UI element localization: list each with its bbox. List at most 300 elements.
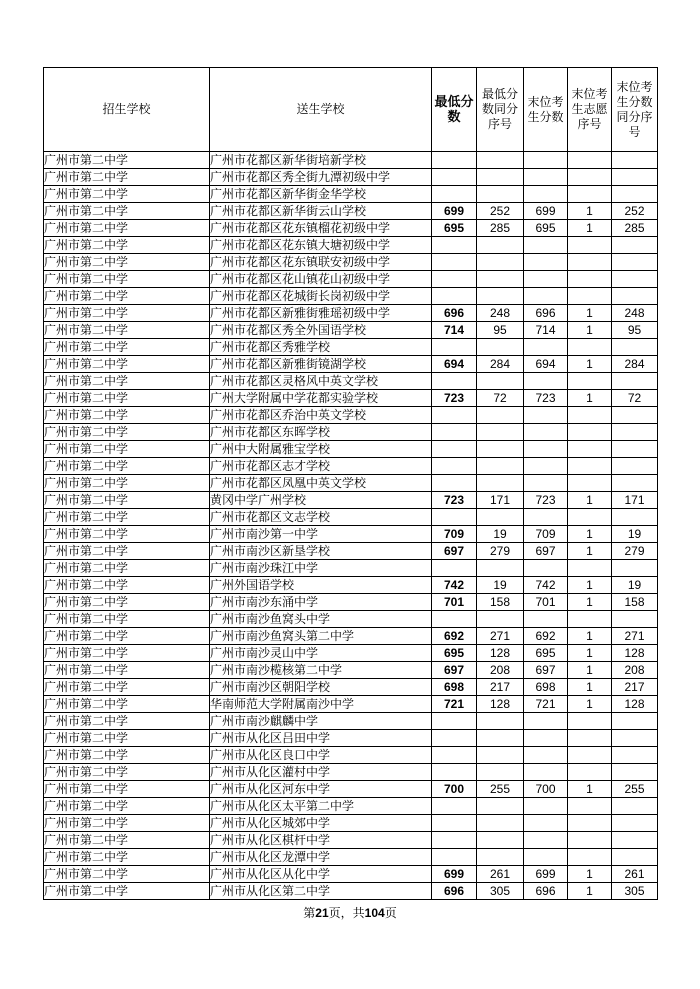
- cell-sender: 广州市南沙麒麟中学: [210, 713, 432, 730]
- cell-min-rank: [477, 288, 524, 305]
- cell-school: 广州市第二中学: [44, 356, 210, 373]
- cell-min-score: [432, 339, 477, 356]
- cell-school: 广州市第二中学: [44, 696, 210, 713]
- cell-min-rank: 217: [477, 679, 524, 696]
- cell-school: 广州市第二中学: [44, 730, 210, 747]
- header-last-score: 末位考生分数: [524, 68, 568, 152]
- table-row: [44, 458, 658, 475]
- table-row: [44, 373, 658, 390]
- cell-last-rank: [612, 339, 658, 356]
- cell-min-score: [432, 254, 477, 271]
- cell-min-rank: [477, 560, 524, 577]
- cell-min-rank: 95: [477, 322, 524, 339]
- cell-sender: 广州市花都区文志学校: [210, 509, 432, 526]
- cell-min-score: 699: [432, 203, 477, 220]
- cell-school: 广州市第二中学: [44, 475, 210, 492]
- cell-min-rank: 305: [477, 883, 524, 900]
- cell-last-pref: 1: [568, 679, 612, 696]
- cell-min-score: 698: [432, 679, 477, 696]
- table-row: [44, 866, 658, 883]
- cell-last-score: 699: [524, 866, 568, 883]
- cell-school: 广州市第二中学: [44, 679, 210, 696]
- cell-sender: 广州市从化区从化中学: [210, 866, 432, 883]
- cell-last-score: 714: [524, 322, 568, 339]
- cell-school: 广州市第二中学: [44, 220, 210, 237]
- cell-sender: 广州市南沙区新垦学校: [210, 543, 432, 560]
- cell-last-rank: 19: [612, 577, 658, 594]
- cell-min-rank: 171: [477, 492, 524, 509]
- cell-last-score: 696: [524, 305, 568, 322]
- cell-last-rank: [612, 509, 658, 526]
- cell-sender: 广州市南沙珠江中学: [210, 560, 432, 577]
- cell-last-rank: [612, 288, 658, 305]
- cell-last-score: [524, 152, 568, 169]
- cell-sender: 广州市从化区河东中学: [210, 781, 432, 798]
- cell-min-rank: [477, 169, 524, 186]
- cell-last-score: 723: [524, 492, 568, 509]
- cell-last-score: [524, 747, 568, 764]
- cell-min-rank: [477, 186, 524, 203]
- table-row: [44, 560, 658, 577]
- cell-min-rank: [477, 339, 524, 356]
- cell-last-score: 721: [524, 696, 568, 713]
- table-row: [44, 764, 658, 781]
- cell-min-rank: 284: [477, 356, 524, 373]
- table-row: [44, 407, 658, 424]
- cell-min-rank: [477, 441, 524, 458]
- cell-school: 广州市第二中学: [44, 781, 210, 798]
- cell-last-rank: 217: [612, 679, 658, 696]
- cell-school: 广州市第二中学: [44, 390, 210, 407]
- cell-school: 广州市第二中学: [44, 373, 210, 390]
- cell-last-rank: [612, 713, 658, 730]
- cell-sender: 广州市南沙榄核第二中学: [210, 662, 432, 679]
- cell-last-pref: 1: [568, 662, 612, 679]
- cell-school: 广州市第二中学: [44, 169, 210, 186]
- table-row: [44, 747, 658, 764]
- header-school: 招生学校: [44, 68, 210, 152]
- cell-sender: 广州市从化区龙潭中学: [210, 849, 432, 866]
- cell-min-score: [432, 152, 477, 169]
- cell-min-score: [432, 798, 477, 815]
- cell-min-rank: [477, 730, 524, 747]
- cell-min-score: [432, 373, 477, 390]
- cell-school: 广州市第二中学: [44, 492, 210, 509]
- cell-last-score: [524, 798, 568, 815]
- cell-sender: 广州市花都区花东镇联安初级中学: [210, 254, 432, 271]
- cell-sender: 广州市花都区秀全街九潭初级中学: [210, 169, 432, 186]
- cell-last-score: [524, 339, 568, 356]
- cell-school: 广州市第二中学: [44, 322, 210, 339]
- cell-school: 广州市第二中学: [44, 288, 210, 305]
- cell-min-rank: [477, 764, 524, 781]
- cell-last-pref: 1: [568, 492, 612, 509]
- table-row: [44, 730, 658, 747]
- footer-total-pages: 104: [364, 906, 385, 920]
- cell-last-rank: 72: [612, 390, 658, 407]
- cell-sender: 广州市从化区太平第二中学: [210, 798, 432, 815]
- cell-sender: 广州市花都区新雅街镜湖学校: [210, 356, 432, 373]
- cell-sender: 广州市从化区吕田中学: [210, 730, 432, 747]
- cell-last-rank: 255: [612, 781, 658, 798]
- cell-min-score: [432, 288, 477, 305]
- cell-last-rank: [612, 237, 658, 254]
- cell-last-rank: [612, 747, 658, 764]
- cell-last-rank: [612, 611, 658, 628]
- cell-last-rank: [612, 169, 658, 186]
- table-row: [44, 696, 658, 713]
- cell-min-rank: 252: [477, 203, 524, 220]
- cell-school: 广州市第二中学: [44, 713, 210, 730]
- cell-last-rank: [612, 475, 658, 492]
- cell-school: 广州市第二中学: [44, 594, 210, 611]
- cell-min-rank: [477, 611, 524, 628]
- table-row: [44, 152, 658, 169]
- cell-school: 广州市第二中学: [44, 577, 210, 594]
- cell-last-score: [524, 611, 568, 628]
- footer-suffix: 页: [384, 906, 397, 920]
- cell-min-score: [432, 458, 477, 475]
- cell-school: 广州市第二中学: [44, 305, 210, 322]
- cell-sender: 广州市从化区城郊中学: [210, 815, 432, 832]
- table-row: [44, 713, 658, 730]
- table-row: [44, 509, 658, 526]
- cell-last-pref: 1: [568, 220, 612, 237]
- cell-school: 广州市第二中学: [44, 186, 210, 203]
- cell-last-rank: 279: [612, 543, 658, 560]
- cell-sender: 广州市花都区凤凰中英文学校: [210, 475, 432, 492]
- cell-last-rank: [612, 798, 658, 815]
- cell-school: 广州市第二中学: [44, 543, 210, 560]
- cell-school: 广州市第二中学: [44, 883, 210, 900]
- table-row: [44, 594, 658, 611]
- cell-last-rank: 285: [612, 220, 658, 237]
- table-row: [44, 424, 658, 441]
- table-row: [44, 781, 658, 798]
- cell-min-score: 696: [432, 305, 477, 322]
- cell-last-rank: 19: [612, 526, 658, 543]
- cell-min-score: [432, 832, 477, 849]
- cell-last-rank: 248: [612, 305, 658, 322]
- cell-sender: 广州市花都区乔治中英文学校: [210, 407, 432, 424]
- cell-last-score: [524, 458, 568, 475]
- cell-min-rank: [477, 849, 524, 866]
- cell-school: 广州市第二中学: [44, 662, 210, 679]
- cell-sender: 广州大学附属中学花都实验学校: [210, 390, 432, 407]
- cell-min-score: [432, 509, 477, 526]
- cell-last-rank: [612, 815, 658, 832]
- table-row: [44, 492, 658, 509]
- cell-sender: 广州市南沙灵山中学: [210, 645, 432, 662]
- cell-last-pref: 1: [568, 390, 612, 407]
- header-row: [44, 68, 658, 152]
- cell-min-rank: 279: [477, 543, 524, 560]
- cell-min-score: [432, 237, 477, 254]
- cell-sender: 广州市南沙第一中学: [210, 526, 432, 543]
- cell-min-rank: [477, 458, 524, 475]
- cell-last-pref: [568, 373, 612, 390]
- cell-last-score: [524, 288, 568, 305]
- cell-sender: 华南师范大学附属南沙中学: [210, 696, 432, 713]
- cell-school: 广州市第二中学: [44, 798, 210, 815]
- cell-last-pref: [568, 254, 612, 271]
- cell-school: 广州市第二中学: [44, 509, 210, 526]
- cell-last-pref: 1: [568, 305, 612, 322]
- cell-last-score: 701: [524, 594, 568, 611]
- admission-table: [43, 67, 658, 900]
- cell-last-score: 723: [524, 390, 568, 407]
- table-row: [44, 356, 658, 373]
- cell-min-rank: 72: [477, 390, 524, 407]
- cell-last-score: 697: [524, 662, 568, 679]
- header-min-score: 最低分数: [432, 68, 477, 152]
- cell-last-score: 742: [524, 577, 568, 594]
- cell-min-rank: [477, 237, 524, 254]
- cell-last-pref: 1: [568, 322, 612, 339]
- footer-middle: 页，共: [328, 906, 365, 920]
- cell-min-score: [432, 849, 477, 866]
- table-row: [44, 271, 658, 288]
- cell-min-rank: 128: [477, 696, 524, 713]
- cell-last-score: [524, 730, 568, 747]
- cell-school: 广州市第二中学: [44, 152, 210, 169]
- cell-min-score: 699: [432, 866, 477, 883]
- cell-min-rank: 19: [477, 577, 524, 594]
- table-row: [44, 169, 658, 186]
- table-row: [44, 220, 658, 237]
- cell-min-score: 723: [432, 492, 477, 509]
- cell-school: 广州市第二中学: [44, 407, 210, 424]
- cell-last-rank: 284: [612, 356, 658, 373]
- cell-last-pref: [568, 271, 612, 288]
- cell-last-rank: 128: [612, 645, 658, 662]
- cell-min-rank: [477, 509, 524, 526]
- cell-min-rank: [477, 407, 524, 424]
- cell-last-score: [524, 373, 568, 390]
- cell-min-score: 697: [432, 543, 477, 560]
- cell-sender: 广州市南沙东涌中学: [210, 594, 432, 611]
- cell-min-score: 695: [432, 645, 477, 662]
- cell-last-pref: [568, 169, 612, 186]
- cell-last-rank: 305: [612, 883, 658, 900]
- cell-sender: 广州中大附属雅宝学校: [210, 441, 432, 458]
- cell-min-rank: [477, 475, 524, 492]
- cell-sender: 广州市从化区棋杆中学: [210, 832, 432, 849]
- cell-last-score: [524, 254, 568, 271]
- cell-min-rank: [477, 254, 524, 271]
- cell-sender: 广州市从化区良口中学: [210, 747, 432, 764]
- cell-school: 广州市第二中学: [44, 203, 210, 220]
- cell-last-rank: [612, 458, 658, 475]
- header-last-rank: 末位考生分数同分序号: [612, 68, 658, 152]
- cell-school: 广州市第二中学: [44, 339, 210, 356]
- cell-sender: 广州市花都区东晖学校: [210, 424, 432, 441]
- cell-last-pref: 1: [568, 883, 612, 900]
- cell-last-score: [524, 407, 568, 424]
- cell-school: 广州市第二中学: [44, 764, 210, 781]
- cell-min-score: [432, 169, 477, 186]
- cell-last-score: [524, 186, 568, 203]
- cell-sender: 广州市南沙区朝阳学校: [210, 679, 432, 696]
- table-body: [44, 152, 658, 900]
- cell-last-pref: 1: [568, 356, 612, 373]
- cell-last-rank: [612, 730, 658, 747]
- cell-last-score: 709: [524, 526, 568, 543]
- cell-min-rank: 19: [477, 526, 524, 543]
- cell-last-rank: 171: [612, 492, 658, 509]
- cell-last-pref: [568, 815, 612, 832]
- cell-school: 广州市第二中学: [44, 866, 210, 883]
- cell-min-score: 721: [432, 696, 477, 713]
- table-row: [44, 543, 658, 560]
- cell-sender: 广州市花都区花东镇大塘初级中学: [210, 237, 432, 254]
- cell-sender: 广州市从化区第二中学: [210, 883, 432, 900]
- cell-last-pref: [568, 849, 612, 866]
- cell-school: 广州市第二中学: [44, 815, 210, 832]
- cell-last-pref: [568, 237, 612, 254]
- footer-prefix: 第: [303, 906, 316, 920]
- cell-sender: 广州市南沙鱼窝头第二中学: [210, 628, 432, 645]
- cell-school: 广州市第二中学: [44, 832, 210, 849]
- cell-min-score: 714: [432, 322, 477, 339]
- cell-min-score: 723: [432, 390, 477, 407]
- cell-min-rank: 158: [477, 594, 524, 611]
- cell-sender: 广州市花都区新华街云山学校: [210, 203, 432, 220]
- cell-last-rank: [612, 152, 658, 169]
- cell-last-pref: [568, 288, 612, 305]
- table-row: [44, 832, 658, 849]
- cell-school: 广州市第二中学: [44, 611, 210, 628]
- cell-last-pref: 1: [568, 866, 612, 883]
- cell-last-pref: 1: [568, 543, 612, 560]
- table-row: [44, 441, 658, 458]
- cell-school: 广州市第二中学: [44, 526, 210, 543]
- cell-min-rank: 255: [477, 781, 524, 798]
- cell-last-rank: [612, 254, 658, 271]
- cell-last-score: [524, 849, 568, 866]
- cell-school: 广州市第二中学: [44, 441, 210, 458]
- cell-last-rank: [612, 186, 658, 203]
- cell-sender: 广州外国语学校: [210, 577, 432, 594]
- cell-min-score: [432, 424, 477, 441]
- cell-last-score: [524, 441, 568, 458]
- cell-min-score: [432, 271, 477, 288]
- cell-min-rank: 208: [477, 662, 524, 679]
- cell-sender: 广州市花都区新华街金华学校: [210, 186, 432, 203]
- cell-last-pref: [568, 713, 612, 730]
- table-row: [44, 628, 658, 645]
- table-row: [44, 645, 658, 662]
- cell-last-score: [524, 832, 568, 849]
- cell-last-pref: [568, 764, 612, 781]
- header-last-pref: 末位考生志愿序号: [568, 68, 612, 152]
- cell-min-score: [432, 764, 477, 781]
- cell-last-score: 699: [524, 203, 568, 220]
- cell-school: 广州市第二中学: [44, 458, 210, 475]
- cell-min-rank: 285: [477, 220, 524, 237]
- cell-school: 广州市第二中学: [44, 424, 210, 441]
- table-row: [44, 339, 658, 356]
- cell-last-score: 698: [524, 679, 568, 696]
- cell-last-score: 700: [524, 781, 568, 798]
- table-row: [44, 288, 658, 305]
- cell-min-score: 701: [432, 594, 477, 611]
- cell-last-rank: [612, 764, 658, 781]
- cell-last-rank: 95: [612, 322, 658, 339]
- cell-last-score: [524, 237, 568, 254]
- table-row: [44, 679, 658, 696]
- table-row: [44, 237, 658, 254]
- table-row: [44, 526, 658, 543]
- cell-last-rank: 208: [612, 662, 658, 679]
- cell-last-rank: 128: [612, 696, 658, 713]
- cell-last-pref: 1: [568, 645, 612, 662]
- cell-last-score: 696: [524, 883, 568, 900]
- table-row: [44, 577, 658, 594]
- cell-last-score: 694: [524, 356, 568, 373]
- cell-min-score: [432, 815, 477, 832]
- cell-last-pref: 1: [568, 577, 612, 594]
- cell-last-pref: 1: [568, 628, 612, 645]
- cell-min-score: [432, 475, 477, 492]
- cell-min-rank: [477, 713, 524, 730]
- cell-school: 广州市第二中学: [44, 237, 210, 254]
- cell-min-score: 696: [432, 883, 477, 900]
- cell-min-score: 709: [432, 526, 477, 543]
- cell-last-rank: 252: [612, 203, 658, 220]
- cell-last-score: 697: [524, 543, 568, 560]
- cell-min-score: 742: [432, 577, 477, 594]
- table-row: [44, 883, 658, 900]
- cell-min-rank: 261: [477, 866, 524, 883]
- cell-min-rank: 271: [477, 628, 524, 645]
- cell-min-rank: [477, 271, 524, 288]
- cell-sender: 广州市南沙鱼窝头中学: [210, 611, 432, 628]
- cell-last-pref: [568, 611, 612, 628]
- table-row: [44, 849, 658, 866]
- cell-min-score: [432, 407, 477, 424]
- cell-sender: 广州市花都区志才学校: [210, 458, 432, 475]
- cell-min-score: [432, 747, 477, 764]
- cell-last-rank: [612, 424, 658, 441]
- cell-min-score: 694: [432, 356, 477, 373]
- cell-min-rank: [477, 798, 524, 815]
- cell-last-pref: 1: [568, 203, 612, 220]
- cell-last-pref: [568, 339, 612, 356]
- cell-last-score: [524, 475, 568, 492]
- table-row: [44, 203, 658, 220]
- cell-min-score: 697: [432, 662, 477, 679]
- cell-last-score: [524, 764, 568, 781]
- cell-last-rank: 158: [612, 594, 658, 611]
- cell-school: 广州市第二中学: [44, 254, 210, 271]
- cell-last-pref: [568, 424, 612, 441]
- cell-last-pref: 1: [568, 526, 612, 543]
- cell-last-score: [524, 509, 568, 526]
- table-row: [44, 186, 658, 203]
- cell-last-score: [524, 424, 568, 441]
- cell-last-pref: [568, 475, 612, 492]
- cell-last-rank: [612, 271, 658, 288]
- cell-last-pref: 1: [568, 781, 612, 798]
- table-row: [44, 322, 658, 339]
- cell-min-rank: [477, 747, 524, 764]
- cell-sender: 广州市花都区新雅街雅瑶初级中学: [210, 305, 432, 322]
- table-row: [44, 611, 658, 628]
- cell-last-pref: 1: [568, 594, 612, 611]
- cell-school: 广州市第二中学: [44, 747, 210, 764]
- header-sender: 送生学校: [210, 68, 432, 152]
